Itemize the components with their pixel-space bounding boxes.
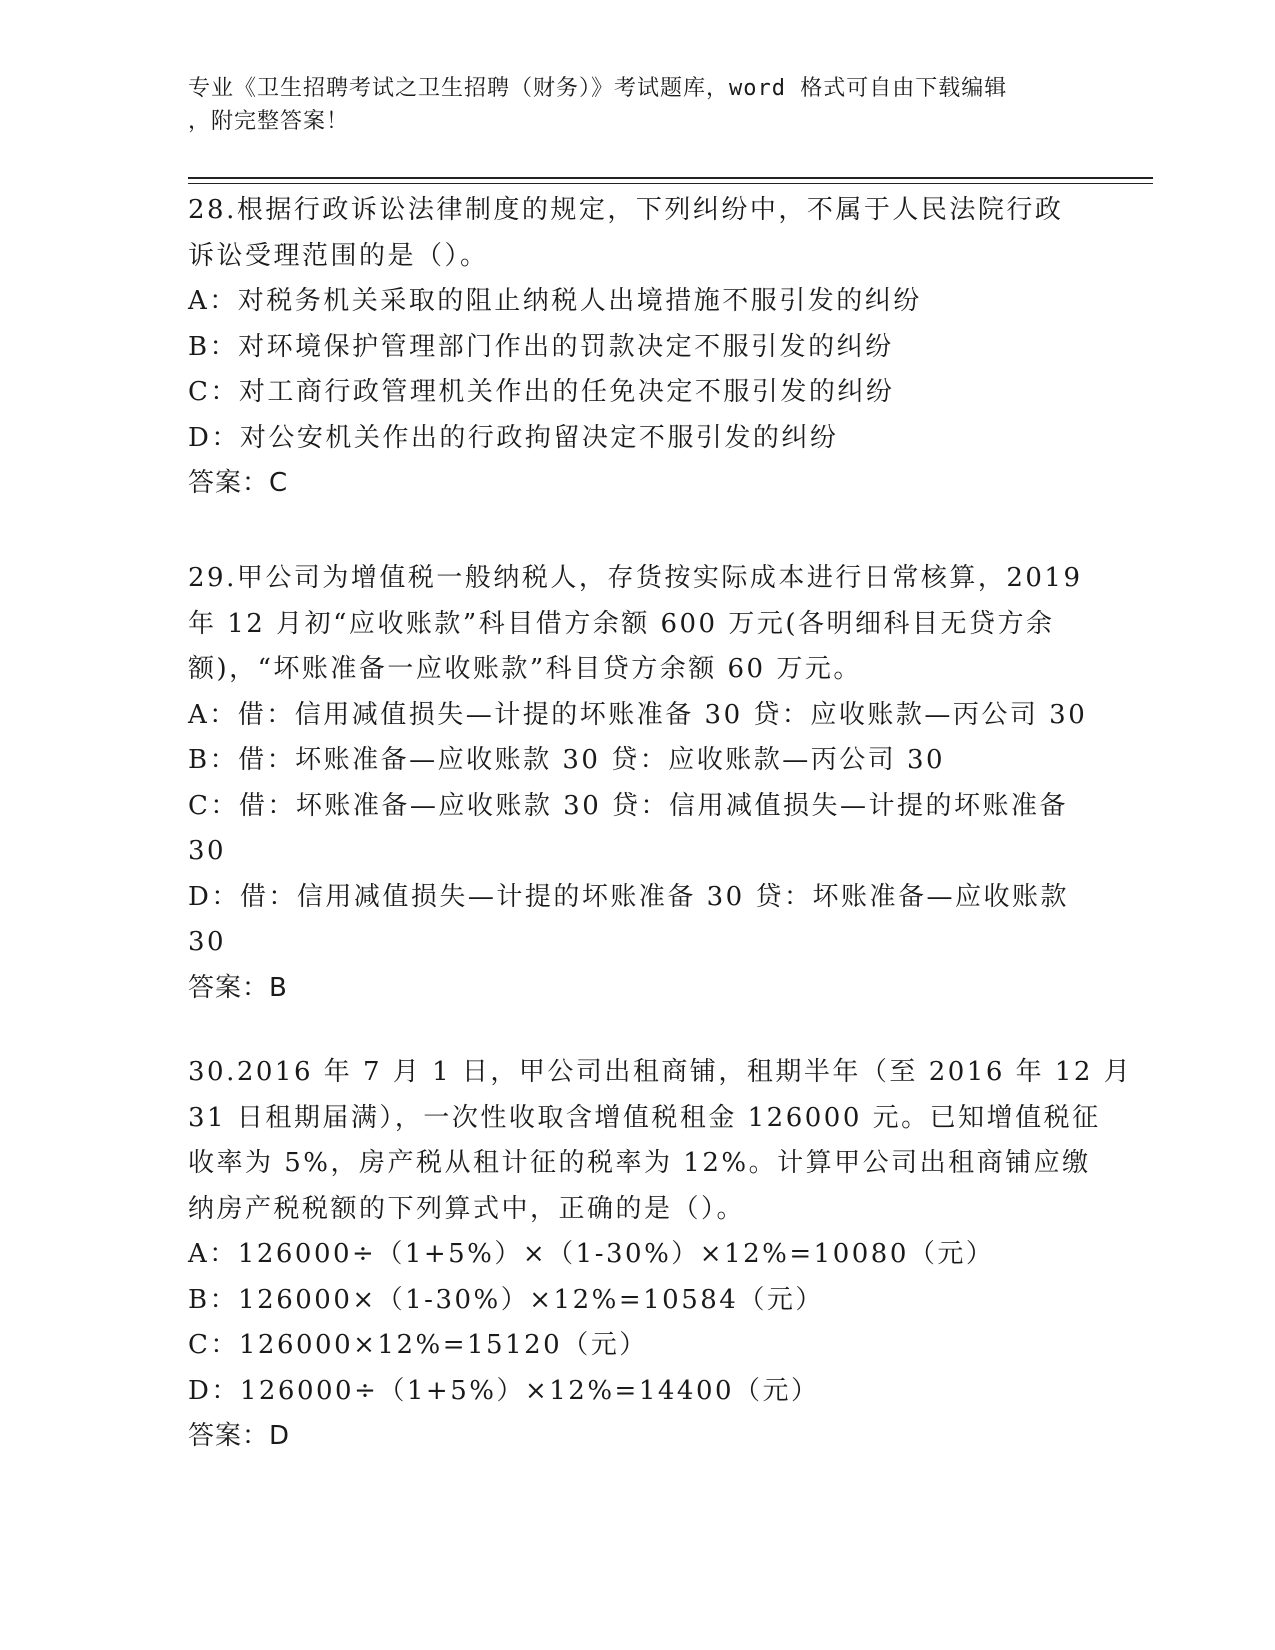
option-d: D：126000÷（1+5%）×12%=14400（元） bbox=[188, 1375, 820, 1406]
question-28 bbox=[188, 188, 1088, 507]
question-stem-line: 30.2016 年 7 月 1 日，甲公司出租商铺，租期半年（至 2016 年 12 月 bbox=[188, 1057, 1133, 1087]
answer-line: 答案：B bbox=[188, 972, 288, 1003]
option-b: B：126000×（1-30%）×12%=10584（元） bbox=[188, 1284, 824, 1315]
question-stem-line: 收率为 5%，房产税从租计征的税率为 12%。计算甲公司出租商铺应缴 bbox=[188, 1148, 1091, 1178]
question-stem-line: 29.甲公司为增值税一般纳税人，存货按实际成本进行日常核算，2019 bbox=[188, 563, 1083, 593]
option-c: C：对工商行政管理机关作出的任免决定不服引发的纠纷 bbox=[188, 377, 895, 407]
header-line-1: 专业《卫生招聘考试之卫生招聘（财务）》考试题库，word 格式可自由下载编辑 bbox=[188, 76, 1008, 101]
question-stem-line: 年 12 月初“应收账款”科目借方余额 600 万元(各明细科目无贷方余 bbox=[188, 608, 1055, 639]
option-a: A：借：信用减值损失—计提的坏账准备 30 贷：应收账款—丙公司 30 bbox=[188, 699, 1088, 730]
option-b: B：对环境保护管理部门作出的罚款决定不服引发的纠纷 bbox=[188, 331, 894, 362]
question-stem-line: 纳房产税税额的下列算式中，正确的是（）。 bbox=[188, 1193, 746, 1224]
answer-line: 答案：D bbox=[188, 1421, 291, 1451]
document-header bbox=[188, 72, 1068, 138]
question-stem-line: 31 日租期届满），一次性收取含增值税租金 126000 元。已知增值税征 bbox=[188, 1102, 1101, 1133]
option-c-continued: 30 bbox=[188, 836, 227, 866]
question-stem-line: 诉讼受理范围的是（）。 bbox=[188, 240, 489, 271]
option-a: A：对税务机关采取的阻止纳税人出境措施不服引发的纠纷 bbox=[188, 286, 922, 316]
option-c: C：126000×12%=15120（元） bbox=[188, 1330, 648, 1360]
question-30 bbox=[188, 1050, 1133, 1460]
option-d: D：对公安机关作出的行政拘留决定不服引发的纠纷 bbox=[188, 422, 839, 453]
option-a: A：126000÷（1+5%）×（1-30%）×12%=10080（元） bbox=[188, 1239, 995, 1269]
option-d: D：借：信用减值损失—计提的坏账准备 30 贷：坏账准备—应收账款 bbox=[188, 881, 1069, 912]
question-stem-line: 额)，“坏账准备一应收账款”科目贷方余额 60 万元。 bbox=[188, 654, 862, 684]
header-divider-thin bbox=[188, 183, 1153, 184]
option-b: B：借：坏账准备—应收账款 30 贷：应收账款—丙公司 30 bbox=[188, 745, 946, 775]
answer-line: 答案：C bbox=[188, 468, 289, 498]
question-stem-line: 28.根据行政诉讼法律制度的规定，下列纠纷中，不属于人民法院行政 bbox=[188, 195, 1064, 225]
question-29 bbox=[188, 556, 1088, 1011]
option-d-continued: 30 bbox=[188, 927, 227, 957]
header-divider-thick bbox=[188, 177, 1153, 179]
option-c: C：借：坏账准备—应收账款 30 贷：信用减值损失—计提的坏账准备 bbox=[188, 790, 1069, 821]
header-line-2: ，附完整答案！ bbox=[188, 109, 350, 134]
